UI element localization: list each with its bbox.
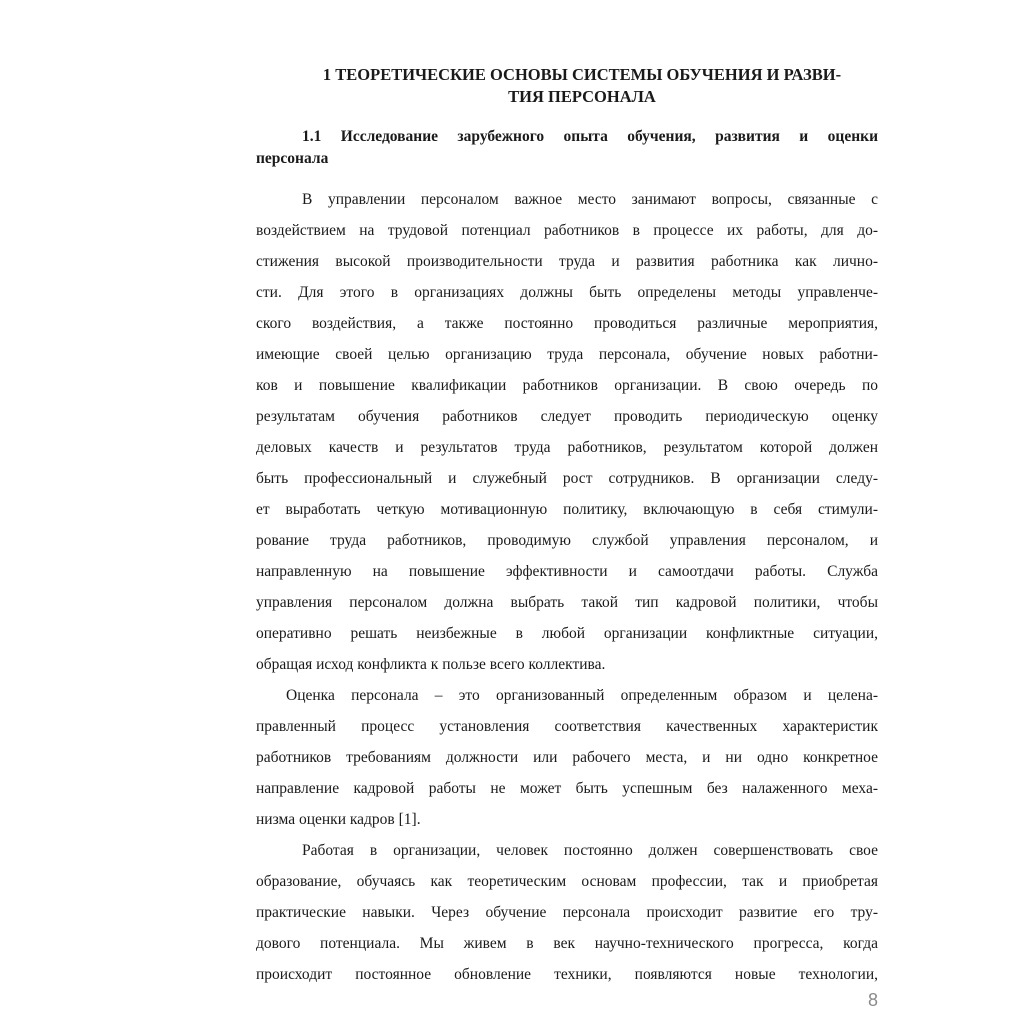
section-title [256, 126, 878, 170]
paragraph-2-line: низма оценки кадров [1]. [256, 811, 421, 828]
paragraph-3-line: происходит постоянное обновление техники, появляются новые технологии, [256, 966, 878, 983]
paragraph-3-line: практические навыки. Через обучение персонала происходит развитие его тру- [256, 904, 878, 921]
paragraph-1-line: деловых качеств и результатов труда работников, результатом которой должен [256, 439, 878, 456]
paragraph-1-line: направленную на повышение эффективности и самоотдачи работы. Служба [256, 563, 878, 580]
paragraph-1-line: результатам обучения работников следует проводить периодическую оценку [256, 408, 878, 425]
paragraph-1-line: стижения высокой производительности труда и развития работника как лично- [256, 253, 878, 270]
paragraph-3-line: дового потенциала. Мы живем в век научно-технического прогресса, когда [256, 935, 878, 952]
chapter-title [262, 64, 902, 108]
paragraph-1-line: воздействием на трудовой потенциал работников в процессе их работы, для до- [256, 222, 878, 239]
chapter-title-line-1: 1 ТЕОРЕТИЧЕСКИЕ ОСНОВЫ СИСТЕМЫ ОБУЧЕНИЯ И РАЗВИ- [322, 65, 842, 84]
paragraph-1-line: В управлении персоналом важное место занимают вопросы, связанные с [302, 191, 878, 208]
paragraph-2-line: Оценка персонала – это организованный определенным образом и целена- [286, 687, 878, 704]
paragraph-3-line: Работая в организации, человек постоянно должен совершенствовать свое [302, 842, 878, 859]
paragraph-2-line: направление кадровой работы не может быть успешным без налаженного меха- [256, 780, 878, 797]
paragraph-3-line: образование, обучаясь как теоретическим основам профессии, так и приобретая [256, 873, 878, 890]
paragraph-1-line: рование труда работников, проводимую службой управления персоналом, и [256, 532, 878, 549]
paragraph-1-line: управления персоналом должна выбрать такой тип кадровой политики, чтобы [256, 594, 878, 611]
paragraph-1-line: быть профессиональный и служебный рост сотрудников. В организации следу- [256, 470, 878, 487]
paragraph-1-line: обращая исход конфликта к пользе всего коллектива. [256, 656, 606, 673]
section-title-line-1: 1.1 Исследование зарубежного опыта обучения, развития и оценки [302, 128, 878, 145]
paragraph-2-line: работников требованиям должности или рабочего места, и ни одно конкретное [256, 749, 878, 766]
paragraph-1-line: ков и повышение квалификации работников организации. В свою очередь по [256, 377, 878, 394]
paragraph-1-line: сти. Для этого в организациях должны быть определены методы управленче- [256, 284, 878, 301]
paragraph-1-line: ет выработать четкую мотивационную политику, включающую в себя стимули- [256, 501, 878, 518]
page-number: 8 [867, 990, 878, 1010]
section-title-line-2: персонала [256, 150, 329, 167]
paragraph-2-line: правленный процесс установления соответствия качественных характеристик [256, 718, 878, 735]
paragraph-1-line: ского воздействия, а также постоянно проводиться различные мероприятия, [256, 315, 878, 332]
paragraph-1-line: имеющие своей целью организацию труда персонала, обучение новых работни- [256, 346, 878, 363]
body-text [256, 184, 878, 990]
chapter-title-line-2: ТИЯ ПЕРСОНАЛА [508, 87, 656, 106]
paragraph-1-line: оперативно решать неизбежные в любой организации конфликтные ситуации, [256, 625, 878, 642]
